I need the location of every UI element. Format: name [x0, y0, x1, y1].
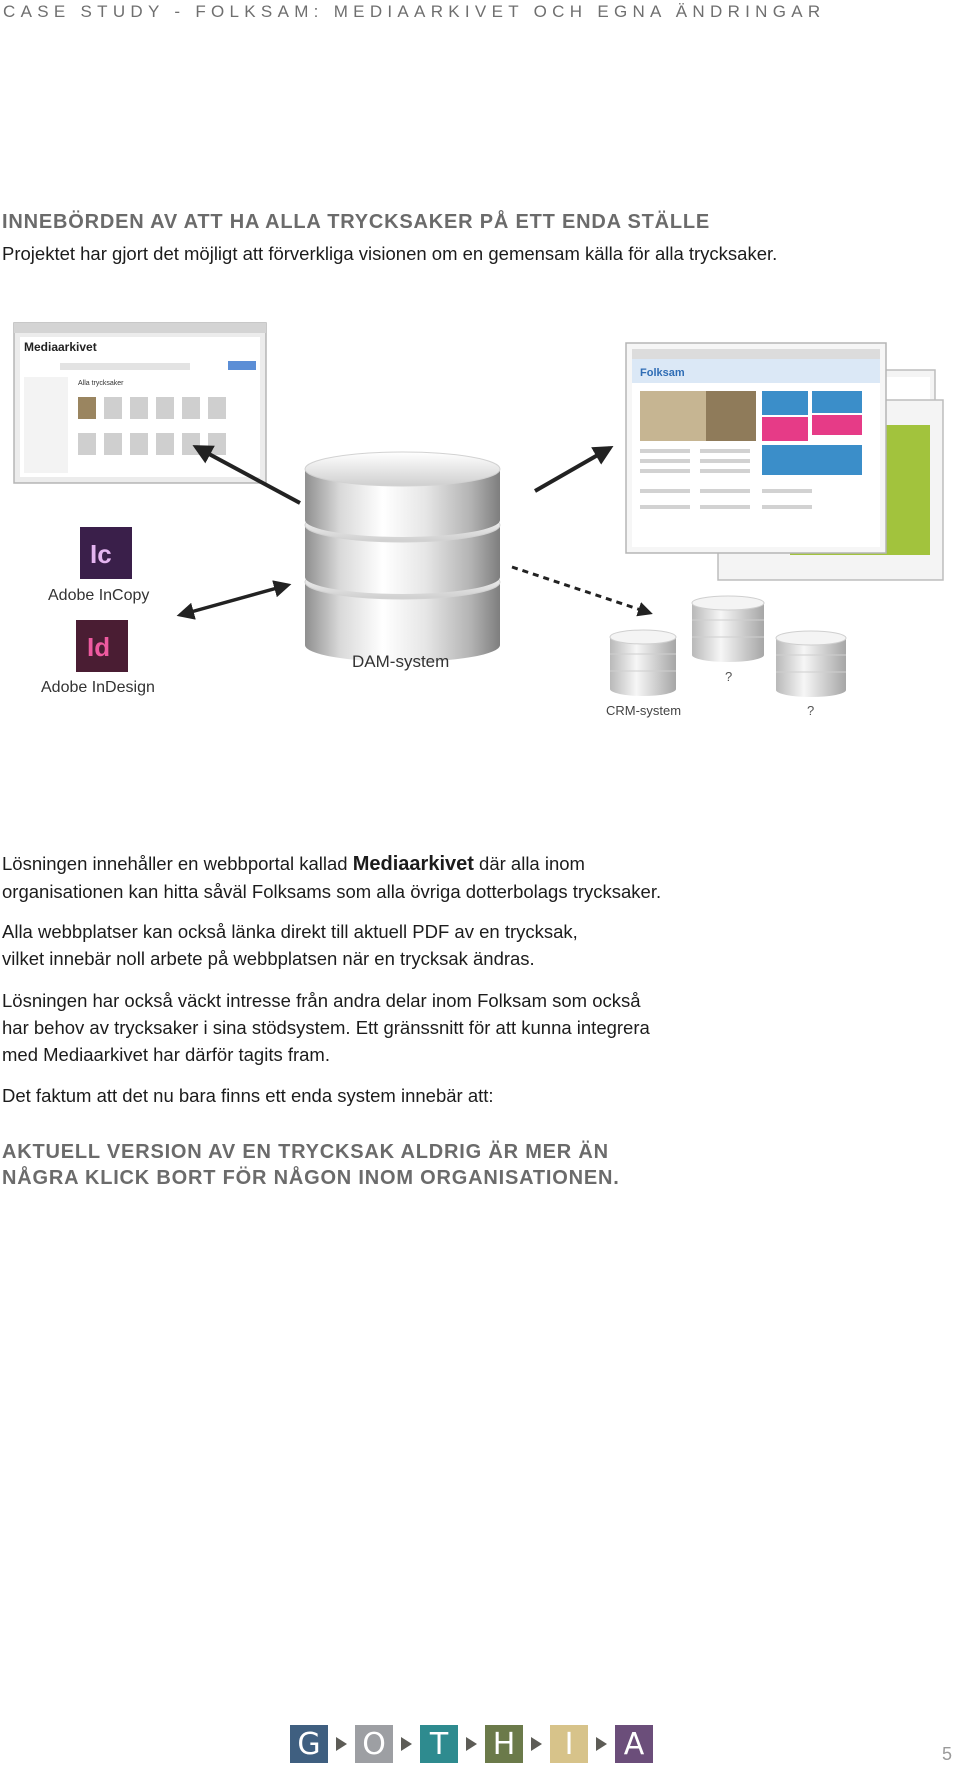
gothia-logo — [290, 1724, 653, 1764]
system-diagram — [0, 315, 960, 815]
folksam-title: Folksam — [640, 367, 685, 379]
section-intro: Projektet har gjort det möjligt att förverkliga visionen om en gemensam källa för alla trycksaker. — [2, 243, 778, 264]
page-number: 5 — [941, 1744, 952, 1764]
folksam-websites — [626, 343, 943, 580]
logo-arrow-icon — [596, 1737, 607, 1751]
unknown-label-1: ? — [725, 669, 733, 684]
logo-arrow-icon — [531, 1737, 542, 1751]
indesign-label: Adobe InDesign — [41, 679, 155, 696]
logo-letter-a: A — [615, 1725, 653, 1763]
paragraph-single-system: Det faktum att det nu bara finns ett enda system innebär att: — [2, 1085, 494, 1106]
incopy-label: Adobe InCopy — [48, 587, 150, 604]
section-heading: INNEBÖRDEN AV ATT HA ALLA TRYCKSAKER PÅ ETT ENDA STÄLLE — [2, 211, 711, 233]
unknown-database-icon — [776, 631, 846, 697]
logo-letter-g: G — [290, 1725, 328, 1763]
logo-letter-t: T — [420, 1725, 458, 1763]
logo-letter-i: I — [550, 1725, 588, 1763]
logo-letter-h: H — [485, 1725, 523, 1763]
indesign-icon-text: Id — [87, 632, 111, 662]
arrow-to-other-systems — [512, 567, 650, 613]
dam-database-icon — [305, 452, 500, 662]
arrow-to-websites — [535, 448, 610, 491]
logo-arrow-icon — [336, 1737, 347, 1751]
crm-label: CRM-system — [606, 703, 682, 718]
logo-arrow-icon — [401, 1737, 412, 1751]
unknown-label-2: ? — [807, 703, 815, 718]
incopy-icon-text: Ic — [90, 539, 112, 569]
mediaarkivet-bold: Mediaarkivet — [352, 853, 474, 875]
paragraph-mediaarkivet: Lösningen innehåller en webbportal kallad Mediaarkivet där alla inom organisationen kan hitta såväl Folksams som alla övriga dotterbolags trycksaker. — [2, 853, 662, 902]
dam-label: DAM-system — [352, 652, 450, 671]
logo-letter-o: O — [355, 1725, 393, 1763]
arrow-adobe-dam — [180, 585, 288, 615]
mediaarkivet-title: Mediaarkivet — [24, 340, 97, 354]
mediaarkivet-screenshot — [14, 323, 266, 483]
unknown-database-icon — [692, 596, 764, 662]
logo-arrow-icon — [466, 1737, 477, 1751]
mediaarkivet-subtitle: Alla trycksaker — [78, 380, 124, 387]
page-header: CASE STUDY - FOLKSAM: MEDIAARKIVET OCH EGNA ÄNDRINGAR — [3, 2, 826, 21]
crm-database-icon — [610, 630, 676, 696]
conclusion-heading: AKTUELL VERSION AV EN TRYCKSAK ALDRIG ÄR MER ÄN NÅGRA KLICK BORT FÖR NÅGON INOM ORGANISATIONEN. — [2, 1141, 620, 1189]
paragraph-pdf-links: Alla webbplatser kan också länka direkt till aktuell PDF av en trycksak, vilket innebär noll arbete på webbplatsen när en trycksak ändras. — [2, 921, 578, 969]
paragraph-integration: Lösningen har också väckt intresse från andra delar inom Folksam som också har behov av trycksaker i sina stödsystem. Ett gränssnitt för att kunna integrera med Mediaarkivet har därför tagits fram. — [2, 990, 650, 1065]
